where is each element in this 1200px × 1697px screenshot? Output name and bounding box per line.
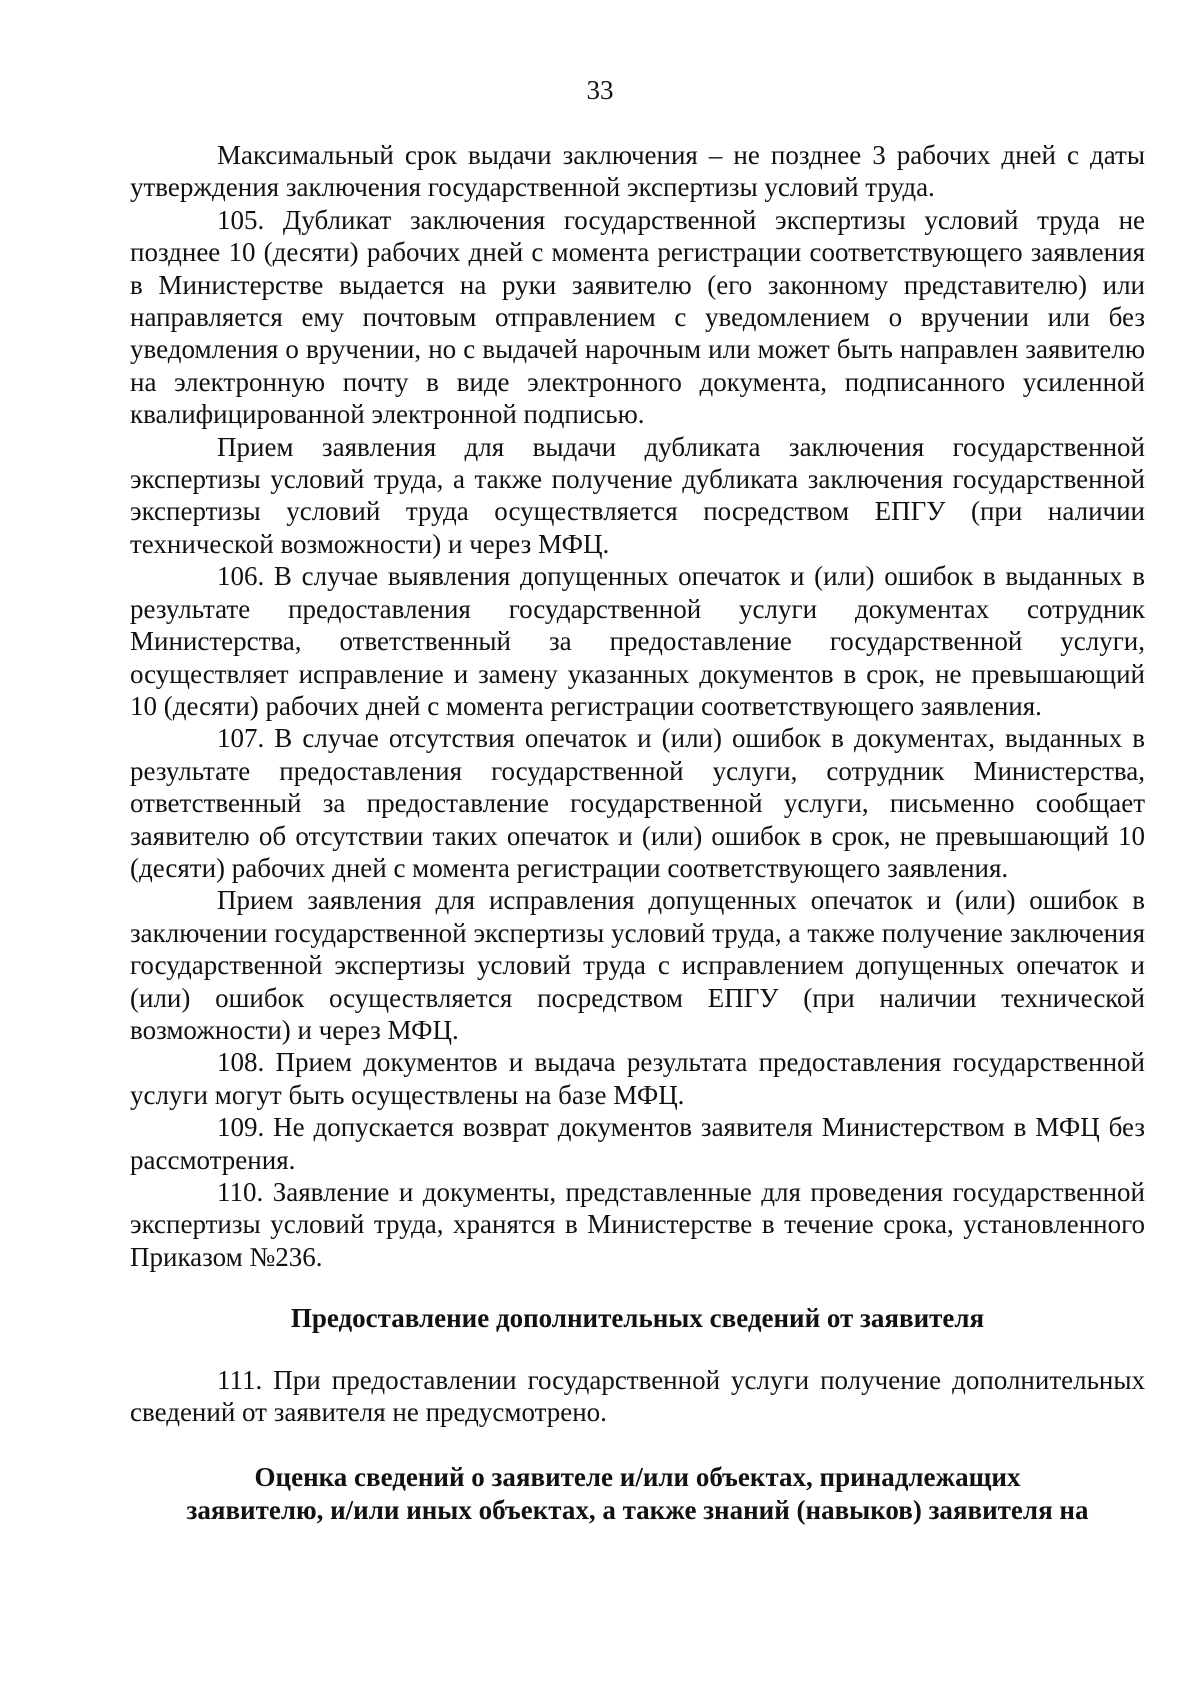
paragraph-correction-application: Прием заявления для исправления допущенных опечаток и (или) ошибок в заключении государственной экспертизы условий труда, а также получение заключения государственной экспертизы условий труда с исправлением допущенных опечаток и (или) ошибок осуществляется посредством ЕПГУ (при наличии технической возможности) и через МФЦ. <box>130 885 1145 1045</box>
section-heading-assessment <box>105 1461 1170 1526</box>
paragraph-107: 107. В случае отсутствия опечаток и (или) ошибок в документах, выданных в результате предоставления государственной услуги, сотрудник Министерства, ответственный за предоставление государственной услуги, письменно сообщает заявителю об отсутствии таких опечаток и (или) ошибок в срок, не превышающий 10 (десяти) рабочих дней с момента регистрации соответствующего заявления. <box>130 723 1145 883</box>
paragraph-duplicate-application: Прием заявления для выдачи дубликата заключения государственной экспертизы условий труда, а также получение дубликата заключения государственной экспертизы условий труда осуществляется посредством ЕПГУ (при наличии технической возможности) и через МФЦ. <box>130 431 1145 559</box>
paragraph-108: 108. Прием документов и выдача результата предоставления государственной услуги могут быть осуществлены на базе МФЦ. <box>130 1047 1145 1110</box>
page-number: 33 <box>586 75 614 105</box>
paragraph-max-term: Максимальный срок выдачи заключения – не позднее 3 рабочих дней с даты утверждения заключения государственной экспертизы условий труда. <box>130 140 1145 203</box>
document-body <box>130 139 1145 1526</box>
paragraph-105: 105. Дубликат заключения государственной экспертизы условий труда не позднее 10 (десяти) рабочих дней с момента регистрации соответствующего заявления в Министерстве выдается на руки заявителю (его законному представителю) или направляется ему почтовым отправлением с уведомлением о вручении или без уведомления о вручении, но с выдачей нарочным или может быть направлен заявителю на электронную почту в виде электронного документа, подписанного усиленной квалифицированной электронной подписью. <box>130 204 1145 430</box>
section-heading-assessment-line-1: Оценка сведений о заявителе и/или объектах, принадлежащих <box>254 1462 1021 1493</box>
paragraph-111: 111. При предоставлении государственной услуги получение дополнительных сведений от заявителя не предусмотрено. <box>130 1364 1145 1428</box>
paragraph-109: 109. Не допускается возврат документов заявителя Министерством в МФЦ без рассмотрения. <box>130 1112 1145 1175</box>
section-heading-assessment-line-2: заявителю, и/или иных объектах, а также знаний (навыков) заявителя на <box>186 1494 1089 1525</box>
paragraph-110: 110. Заявление и документы, представленные для проведения государственной экспертизы условий труда, хранятся в Министерстве в течение срока, установленного Приказом №236. <box>130 1177 1145 1272</box>
paragraph-106: 106. В случае выявления допущенных опечаток и (или) ошибок в выданных в результате предоставления государственной услуги документах сотрудник Министерства, ответственный за предоставление государственной услуги, осуществляет исправление и замену указанных документов в срок, не превышающий 10 (десяти) рабочих дней с момента регистрации соответствующего заявления. <box>130 561 1145 721</box>
section-heading-additional-info: Предоставление дополнительных сведений от заявителя <box>290 1303 985 1334</box>
